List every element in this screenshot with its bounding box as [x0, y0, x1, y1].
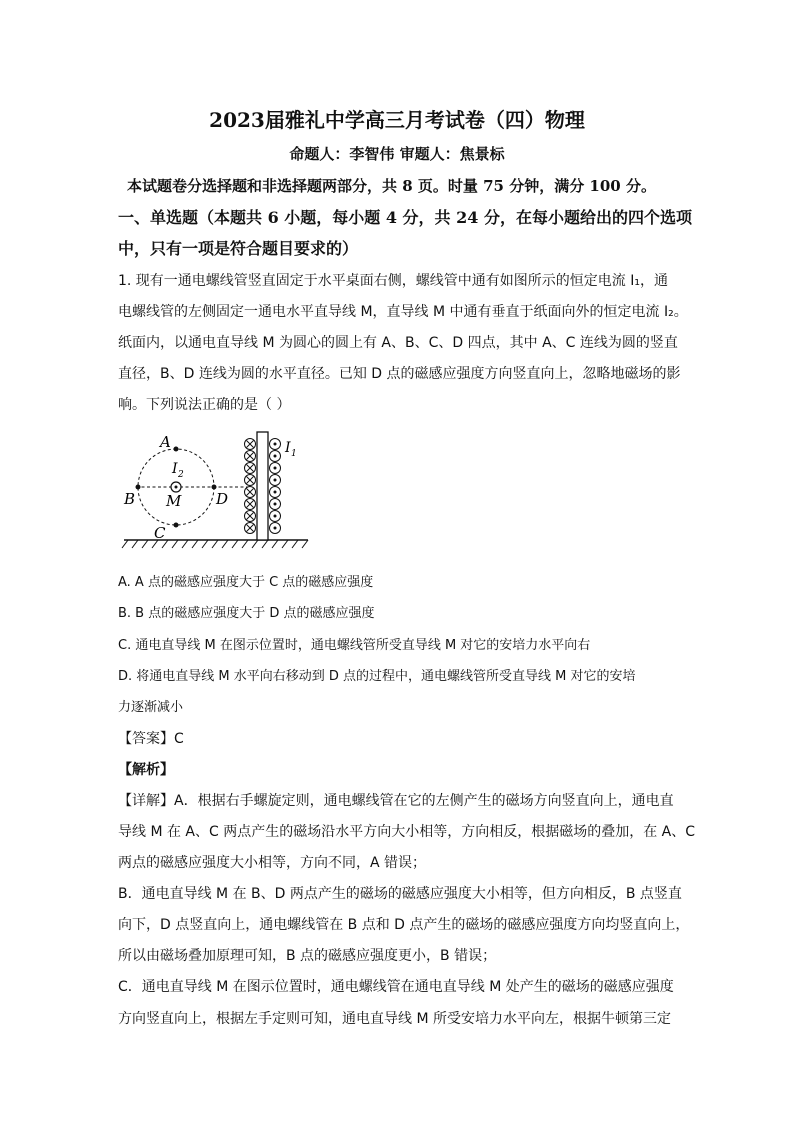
question-line: 直径，B、D 连线为圆的水平直径。已知 D 点的磁感应强度方向竖直向上，忽略地磁场的影: [118, 366, 681, 382]
point-B: [136, 485, 141, 490]
point-A: [174, 447, 179, 452]
option-C: C. 通电直导线 M 在图示位置时，通电螺线管所受直导线 M 对它的安培力水平向右: [118, 638, 591, 653]
answer-line: 【答案】C: [118, 731, 184, 747]
label-I1: I: [285, 440, 291, 456]
section-heading-line1: 一、单选题（本题共 6 小题，每小题 4 分，共 24 分，在每小题给出的四个选项: [118, 208, 692, 227]
question-line: 响。下列说法正确的是（ ）: [118, 397, 291, 413]
wire-M-dot: [175, 486, 178, 489]
solenoid-figure: [118, 428, 318, 553]
ground-hatch: [122, 540, 308, 548]
option-D-line1: D. 将通电直导线 M 水平向右移动到 D 点的过程中，通电螺线管所受直导线 M 对它的安培: [118, 669, 636, 684]
label-C: C: [154, 524, 166, 542]
analysis-line: 【详解】A．根据右手螺旋定则，通电螺线管在它的左侧产生的磁场方向竖直向上，通电直: [118, 793, 674, 809]
authors-line: 命题人：李智伟 审题人：焦景标: [289, 145, 505, 163]
analysis-line: 导线 M 在 A、C 两点产生的磁场沿水平方向大小相等，方向相反，根据磁场的叠加，在 A、C: [118, 824, 696, 840]
question-line: 电螺线管的左侧固定一通电水平直导线 M，直导线 M 中通有垂直于纸面向外的恒定电流 I₂。: [118, 304, 688, 320]
section-heading-line2: 中，只有一项是符合题目要求的）: [118, 239, 359, 258]
solenoid-core: [257, 432, 268, 540]
analysis-heading: 【解析】: [118, 762, 174, 778]
exam-intro: 本试题卷分选择题和非选择题两部分，共 8 页。时量 75 分钟，满分 100 分。: [127, 177, 656, 195]
label-I2: I: [172, 461, 178, 477]
analysis-line: 方向竖直向上，根据左手定则可知，通电直导线 M 所受安培力水平向左，根据牛顿第三定: [118, 1011, 671, 1027]
label-A: A: [160, 433, 171, 451]
solenoid-right-windings: [270, 439, 281, 534]
label-D: D: [216, 490, 229, 508]
point-D: [212, 485, 217, 490]
analysis-line: C．通电直导线 M 在图示位置时，通电螺线管在通电直导线 M 处产生的磁场的磁感应强度: [118, 979, 674, 995]
option-B: B. B 点的磁感应强度大于 D 点的磁感应强度: [118, 606, 375, 621]
analysis-line: B．通电直导线 M 在 B、D 两点产生的磁场的磁感应强度大小相等，但方向相反，B 点竖直: [118, 886, 682, 902]
analysis-line: 向下，D 点竖直向上，通电螺线管在 B 点和 D 点产生的磁场的磁感应强度方向均竖直向上，: [118, 917, 690, 933]
label-M: M: [166, 492, 182, 510]
label-I1-subscript: 1: [291, 449, 297, 459]
question-line: 纸面内，以通电直导线 M 为圆心的圆上有 A、B、C、D 四点，其中 A、C 连线为圆的竖直: [118, 335, 678, 351]
analysis-line: 所以由磁场叠加原理可知，B 点的磁感应强度更小，B 错误；: [118, 948, 497, 964]
solenoid-left-windings: [245, 439, 256, 534]
option-D-line2: 力逐渐减小: [118, 700, 184, 715]
page-title: 2023届雅礼中学高三月考试卷（四）物理: [209, 108, 585, 132]
question-line: 1. 现有一通电螺线管竖直固定于水平桌面右侧，螺线管中通有如图所示的恒定电流 I₁，通: [118, 273, 668, 289]
label-I2-subscript: 2: [178, 470, 184, 480]
label-B: B: [124, 490, 136, 508]
analysis-line: 两点的磁感应强度大小相等，方向不同，A 错误；: [118, 855, 427, 871]
point-C: [174, 523, 179, 528]
option-A: A. A 点的磁感应强度大于 C 点的磁感应强度: [118, 575, 374, 590]
